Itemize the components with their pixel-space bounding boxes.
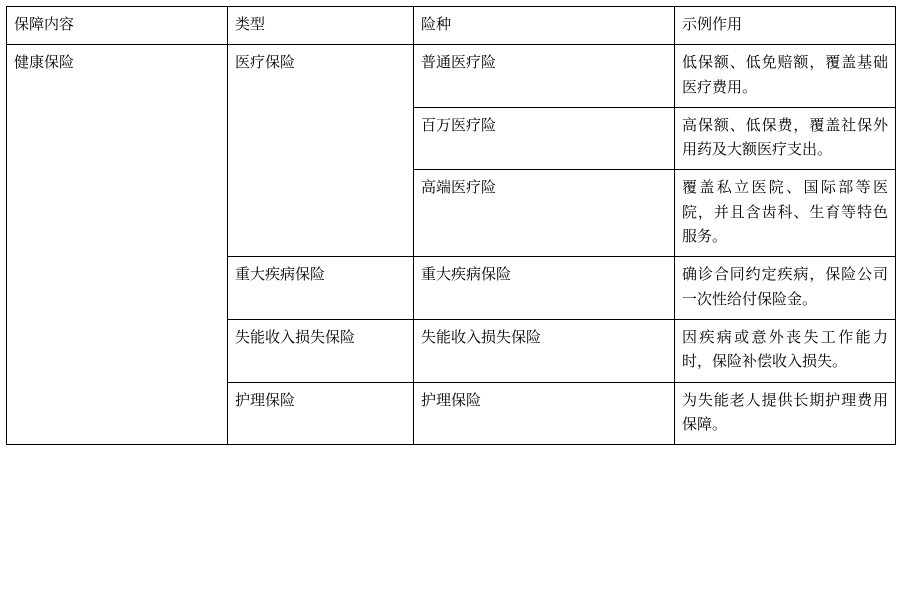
cell-coverage-health bbox=[7, 45, 228, 445]
cell-effect bbox=[675, 170, 896, 257]
cell-product bbox=[414, 257, 675, 320]
effect-text: 低保额、低免赔额，覆盖基础医疗费用。 bbox=[682, 54, 888, 96]
cell-product bbox=[414, 382, 675, 445]
type-label: 医疗保险 bbox=[235, 54, 296, 72]
effect-text: 为失能老人提供长期护理费用保障。 bbox=[682, 391, 888, 433]
effect-text: 覆盖私立医院、国际部等医院，并且含齿科、生育等特色服务。 bbox=[682, 179, 888, 246]
header-cell-coverage bbox=[7, 7, 228, 45]
effect-text: 因疾病或意外丧失工作能力时，保险补偿收入损失。 bbox=[682, 328, 888, 371]
cell-product bbox=[414, 107, 675, 170]
cell-product bbox=[414, 45, 675, 108]
table-header-row bbox=[7, 7, 896, 45]
product-label: 百万医疗险 bbox=[421, 116, 497, 134]
product-label: 高端医疗险 bbox=[421, 179, 497, 197]
header-label-effect: 示例作用 bbox=[682, 16, 743, 33]
type-label: 失能收入损失保险 bbox=[235, 328, 356, 346]
insurance-coverage-table bbox=[6, 6, 896, 445]
cell-type-nursing bbox=[228, 382, 414, 445]
product-label: 重大疾病保险 bbox=[421, 266, 512, 284]
cell-product bbox=[414, 170, 675, 257]
cell-product bbox=[414, 319, 675, 382]
cell-type-medical bbox=[228, 45, 414, 257]
cell-type-disability-income bbox=[228, 319, 414, 382]
header-label-coverage: 保障内容 bbox=[14, 16, 75, 33]
effect-text: 确诊合同约定疾病，保险公司一次性给付保险金。 bbox=[682, 266, 888, 308]
product-label: 普通医疗险 bbox=[421, 54, 497, 72]
header-label-product: 险种 bbox=[421, 16, 452, 33]
header-label-type: 类型 bbox=[235, 16, 266, 33]
effect-text: 高保额、低保费，覆盖社保外用药及大额医疗支出。 bbox=[682, 116, 888, 159]
cell-effect bbox=[675, 45, 896, 108]
type-label: 重大疾病保险 bbox=[235, 266, 326, 284]
coverage-label: 健康保险 bbox=[14, 54, 75, 72]
header-cell-product bbox=[414, 7, 675, 45]
table-row bbox=[7, 45, 896, 108]
cell-effect bbox=[675, 107, 896, 170]
cell-effect bbox=[675, 382, 896, 445]
product-label: 失能收入损失保险 bbox=[421, 328, 542, 346]
header-cell-effect bbox=[675, 7, 896, 45]
type-label: 护理保险 bbox=[235, 391, 296, 409]
cell-type-critical-illness bbox=[228, 257, 414, 320]
product-label: 护理保险 bbox=[421, 391, 482, 409]
cell-effect bbox=[675, 257, 896, 320]
cell-effect bbox=[675, 319, 896, 382]
header-cell-type bbox=[228, 7, 414, 45]
